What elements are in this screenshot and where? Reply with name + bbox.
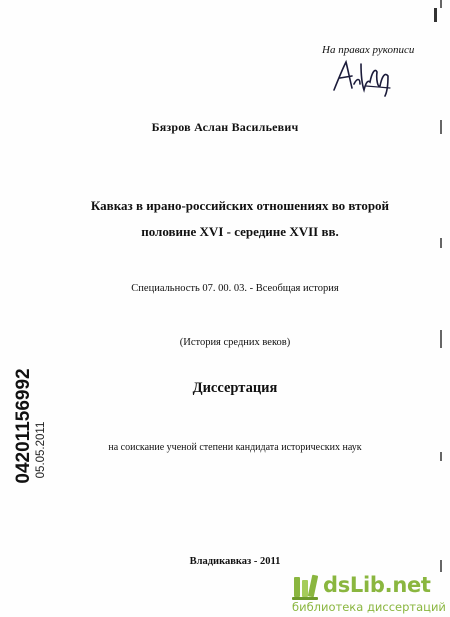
- archive-code: [13, 368, 35, 483]
- book-stack-icon: [290, 574, 320, 602]
- archive-date: 05.05.2011: [35, 421, 47, 479]
- period-line: (История средних веков): [179, 337, 291, 348]
- document-type-heading: Диссертация: [192, 380, 278, 396]
- archive-stamp: [2, 360, 46, 500]
- dissertation-title: [40, 193, 440, 245]
- archive-code-text: 04201156992: [13, 368, 34, 484]
- watermark-subtitle: библиотека диссертаций: [292, 600, 446, 614]
- author-signature: [330, 58, 398, 98]
- title-line-2: половине XVI - середине XVII вв.: [141, 224, 339, 239]
- scan-edge: [440, 0, 444, 617]
- manuscript-note: На правах рукописи: [322, 44, 415, 56]
- watermark-brand: dsLib.net: [323, 573, 431, 597]
- title-line-1: Кавказ в ирано-российских отношениях во второй: [90, 198, 390, 213]
- scan-mark: [434, 8, 437, 22]
- dslib-watermark: [290, 574, 448, 616]
- degree-line: на соискание ученой степени кандидата исторических наук: [108, 442, 362, 453]
- author-name: Бязров Аслан Васильевич: [151, 120, 299, 134]
- city-year-line: Владикавказ - 2011: [189, 556, 281, 567]
- specialty-line: Специальность 07. 00. 03. - Всеобщая история: [131, 283, 339, 294]
